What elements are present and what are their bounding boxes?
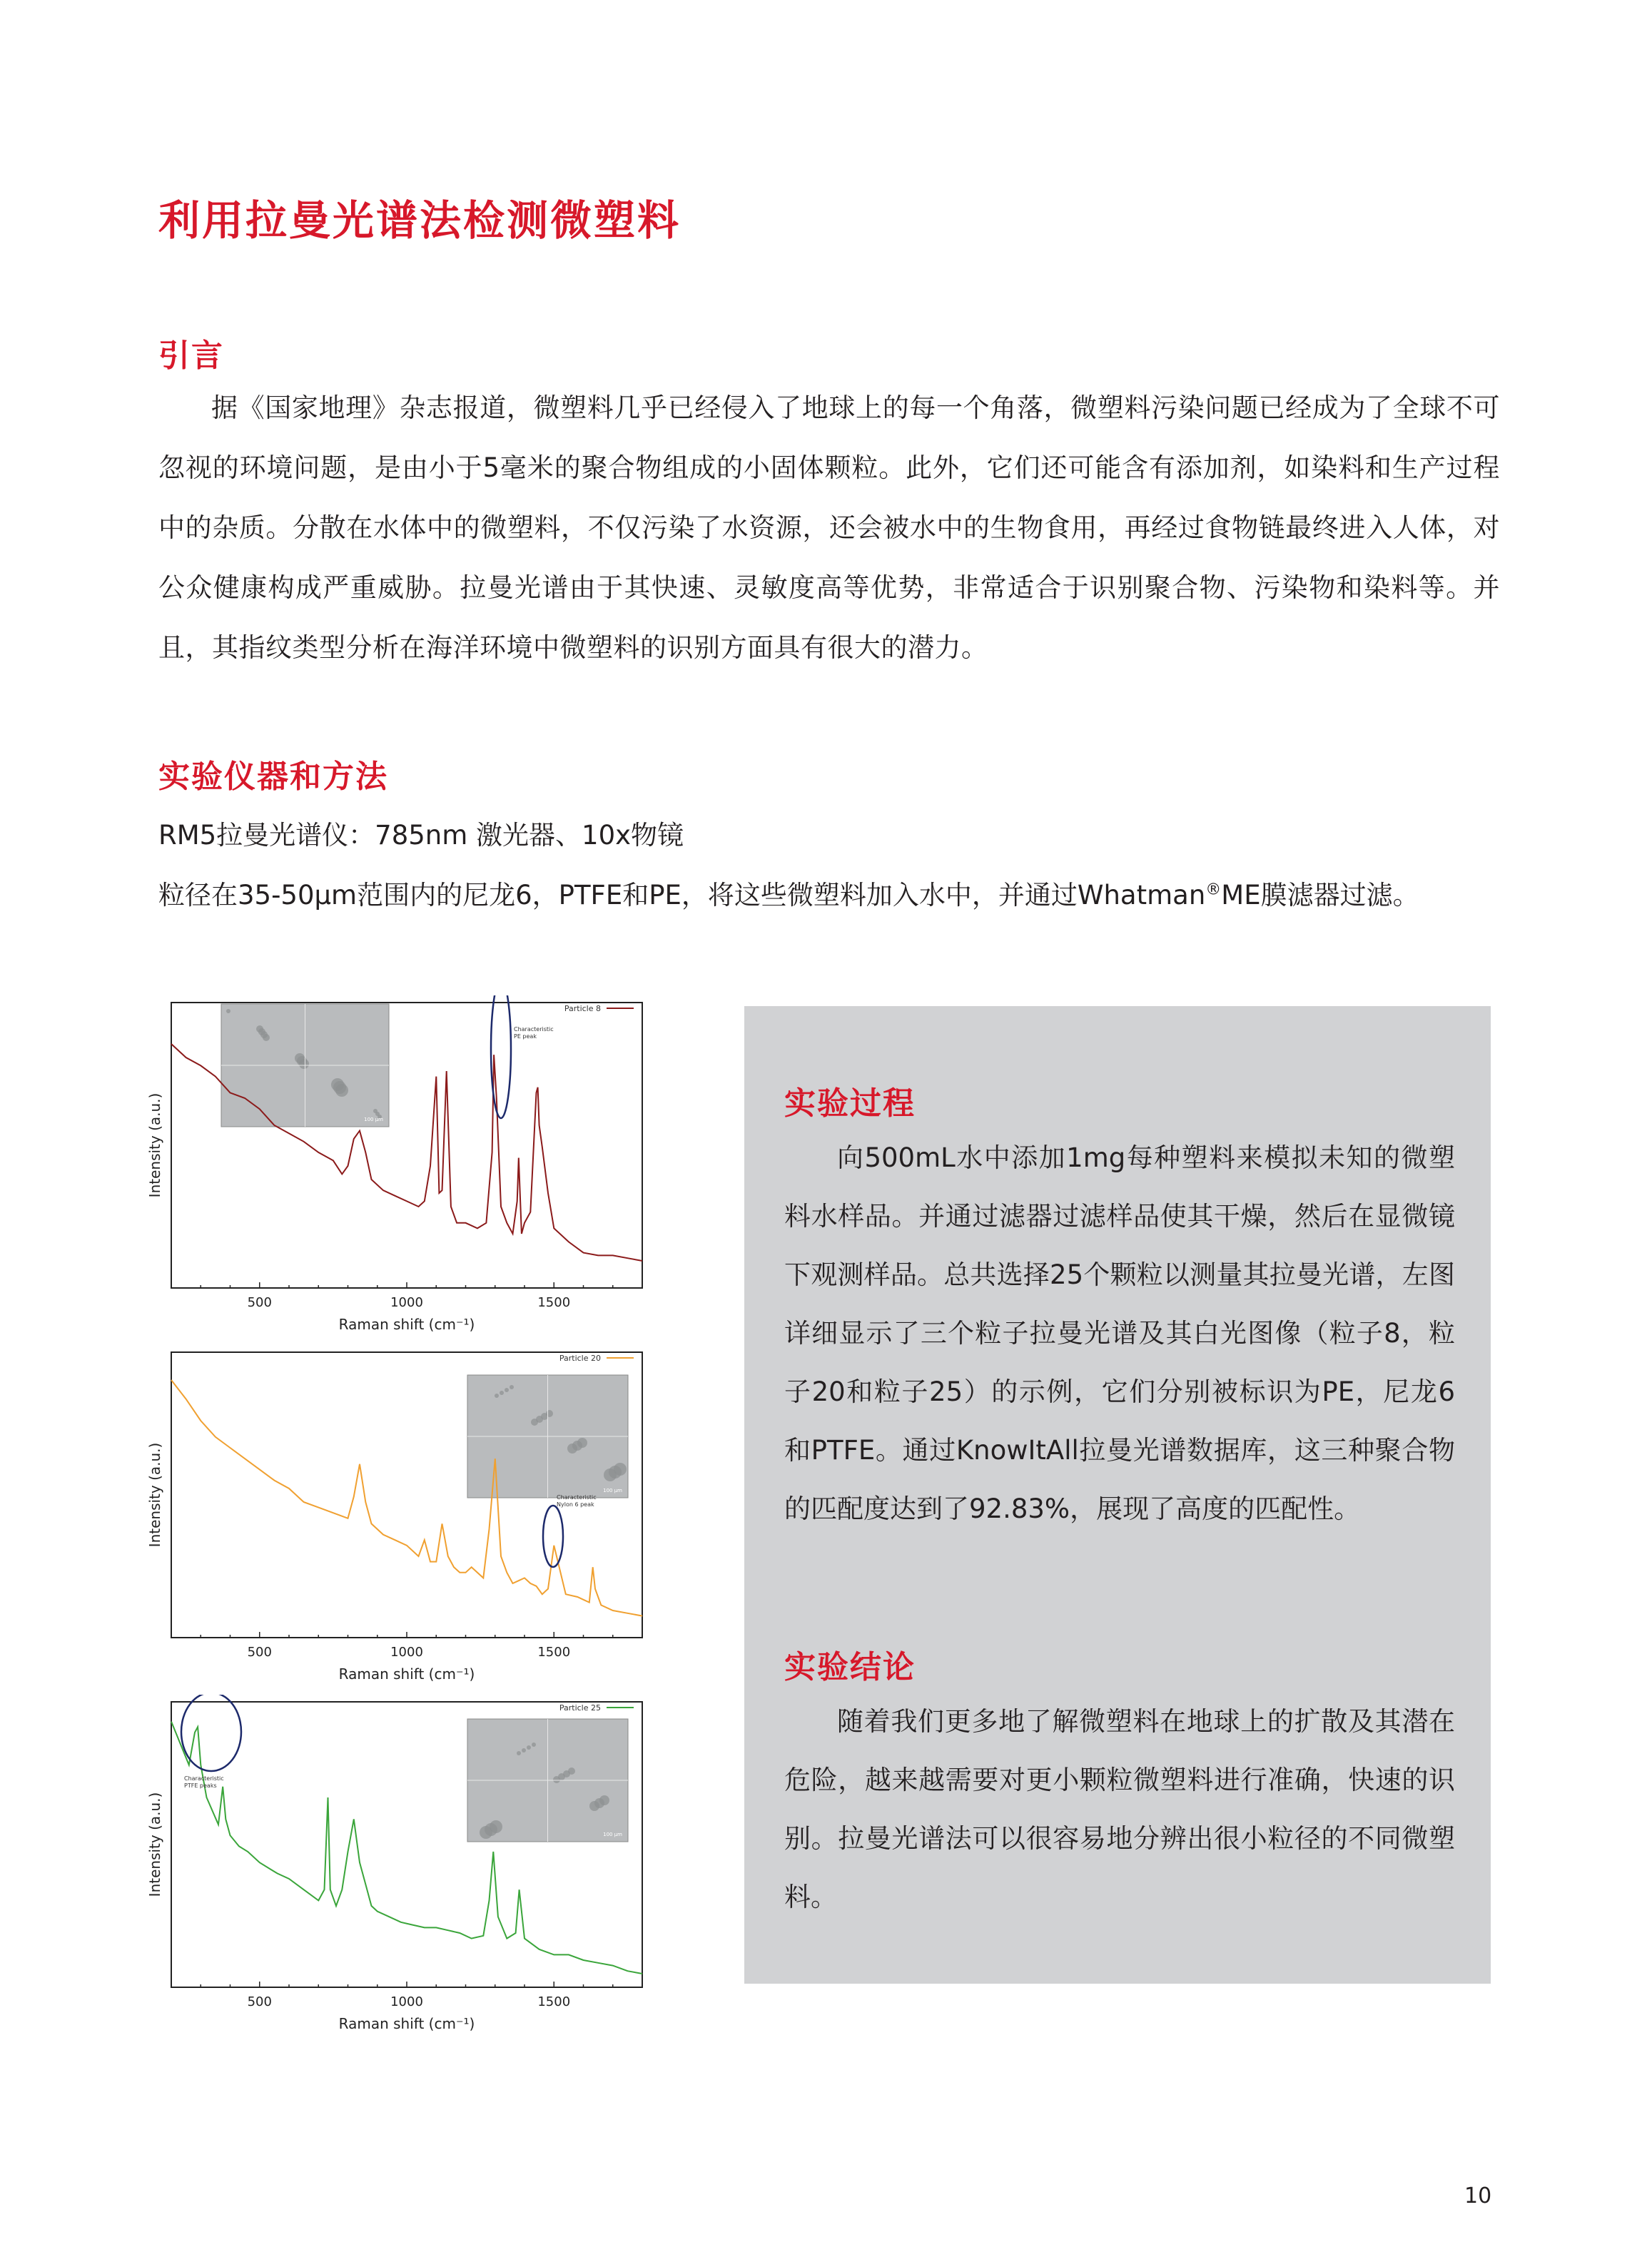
raman-chart-particle-25 [143,1695,657,2044]
image-particle [522,1748,526,1752]
image-particle [577,1438,587,1448]
x-tick-label: 1000 [390,1645,423,1660]
raman-chart-particle-8 [143,995,657,1345]
legend-label: Particle 8 [564,1004,601,1013]
annotation-line1: Characteristic [557,1494,597,1501]
y-axis-label: Intensity (a.u.) [146,1442,163,1548]
image-particle [614,1463,627,1476]
process-paragraph: 向500mL水中添加1mg每种塑料来模拟未知的微塑料水样品。并通过滤器过滤样品使其干燥，然后在显微镜下观测样品。总共选择25个颗粒以测量其拉曼光谱，左图详细显示了三个粒子拉曼光谱及其白光图像（粒子8，粒子20和粒子25）的示例，它们分别被标识为PE，尼龙6和PTFE。通过KnowItAll拉曼光谱数据库，这三种聚合物的匹配度达到了92.83%，展现了高度的匹配性。 [784,1142,1455,1524]
scale-bar-label: 100 μm [603,1832,622,1837]
raman-chart-particle-20 [143,1345,657,1695]
image-particle [517,1751,521,1755]
image-particle [490,1820,502,1833]
scale-bar-label: 100 μm [603,1488,622,1493]
image-particle [505,1388,509,1392]
x-axis-label: Raman shift (cm⁻¹) [338,1316,475,1333]
image-particle [256,1025,263,1033]
x-tick-label: 500 [247,1994,272,2009]
image-particle [331,1078,344,1091]
x-axis-label: Raman shift (cm⁻¹) [338,2015,475,2032]
conclusion-heading: 实验结论 [784,1649,916,1685]
y-axis-label: Intensity (a.u.) [146,1092,163,1198]
annotation-line1: Characteristic [514,1026,554,1033]
methods-instrument-line: RM5拉曼光谱仪：785nm 激光器、10x物镜 [158,820,684,851]
x-tick-label: 500 [247,1645,272,1660]
image-particle [527,1745,531,1750]
methods-heading: 实验仪器和方法 [158,759,388,795]
image-particle [295,1053,305,1063]
image-particle [373,1109,377,1113]
annotation-line1: Characteristic [184,1775,224,1782]
x-tick-label: 1500 [537,1994,571,2009]
methods-sample-text: 粒径在35-50μm范围内的尼龙6，PTFE和PE，将这些微塑料加入水中，并通过Whatman [158,880,1206,911]
y-axis-label: Intensity (a.u.) [146,1792,163,1897]
intro-heading: 引言 [158,338,224,374]
legend-label: Particle 20 [559,1354,601,1363]
x-axis-label: Raman shift (cm⁻¹) [338,1665,475,1683]
image-particle [532,1743,536,1747]
legend-label: Particle 25 [559,1703,601,1713]
x-tick-label: 1500 [537,1645,571,1660]
x-tick-label: 500 [247,1295,272,1310]
scale-bar-label: 100 μm [364,1117,383,1122]
intro-paragraph: 据《国家地理》杂志报道，微塑料几乎已经侵入了地球上的每一个角落，微塑料污染问题已经成为了全球不可忽视的环境问题，是由小于5毫米的聚合物组成的小固体颗粒。此外，它们还可能含有添加剂，如染料和生产过程中的杂质。分散在水体中的微塑料，不仅污染了水资源，还会被水中的生物食用，再经过食物链最终进入人体，对公众健康构成严重威胁。拉曼光谱由于其快速、灵敏度高等优势，非常适合于识别聚合物、污染物和染料等。并且，其指纹类型分析在海洋环境中微塑料的识别方面具有很大的潜力。 [158,392,1500,663]
process-heading: 实验过程 [784,1085,916,1122]
methods-sample-text-end: ME膜滤器过滤。 [1221,880,1419,911]
x-tick-label: 1000 [390,1994,423,2009]
image-particle [546,1410,553,1417]
image-particle [495,1394,499,1398]
image-particle [510,1385,514,1389]
page-number: 10 [1464,2183,1492,2208]
x-tick-label: 1000 [390,1295,423,1310]
methods-sample-line [158,873,1419,912]
image-particle [599,1795,609,1805]
annotation-line2: PTFE peaks [184,1782,217,1789]
registered-mark: ® [1205,881,1222,899]
conclusion-paragraph: 随着我们更多地了解微塑料在地球上的扩散及其潜在危险，越来越需要对更小颗粒微塑料进行准确，快速的识别。拉曼光谱法可以很容易地分辨出很小粒径的不同微塑料。 [784,1706,1455,1912]
x-tick-label: 1500 [537,1295,571,1310]
image-particle [500,1391,504,1395]
image-particle [226,1009,230,1013]
process-conclusion-panel [744,1006,1491,1984]
annotation-line2: Nylon 6 peak [557,1501,594,1508]
page-title: 利用拉曼光谱法检测微塑料 [158,196,681,245]
image-particle [568,1767,575,1775]
annotation-line2: PE peak [514,1033,537,1040]
